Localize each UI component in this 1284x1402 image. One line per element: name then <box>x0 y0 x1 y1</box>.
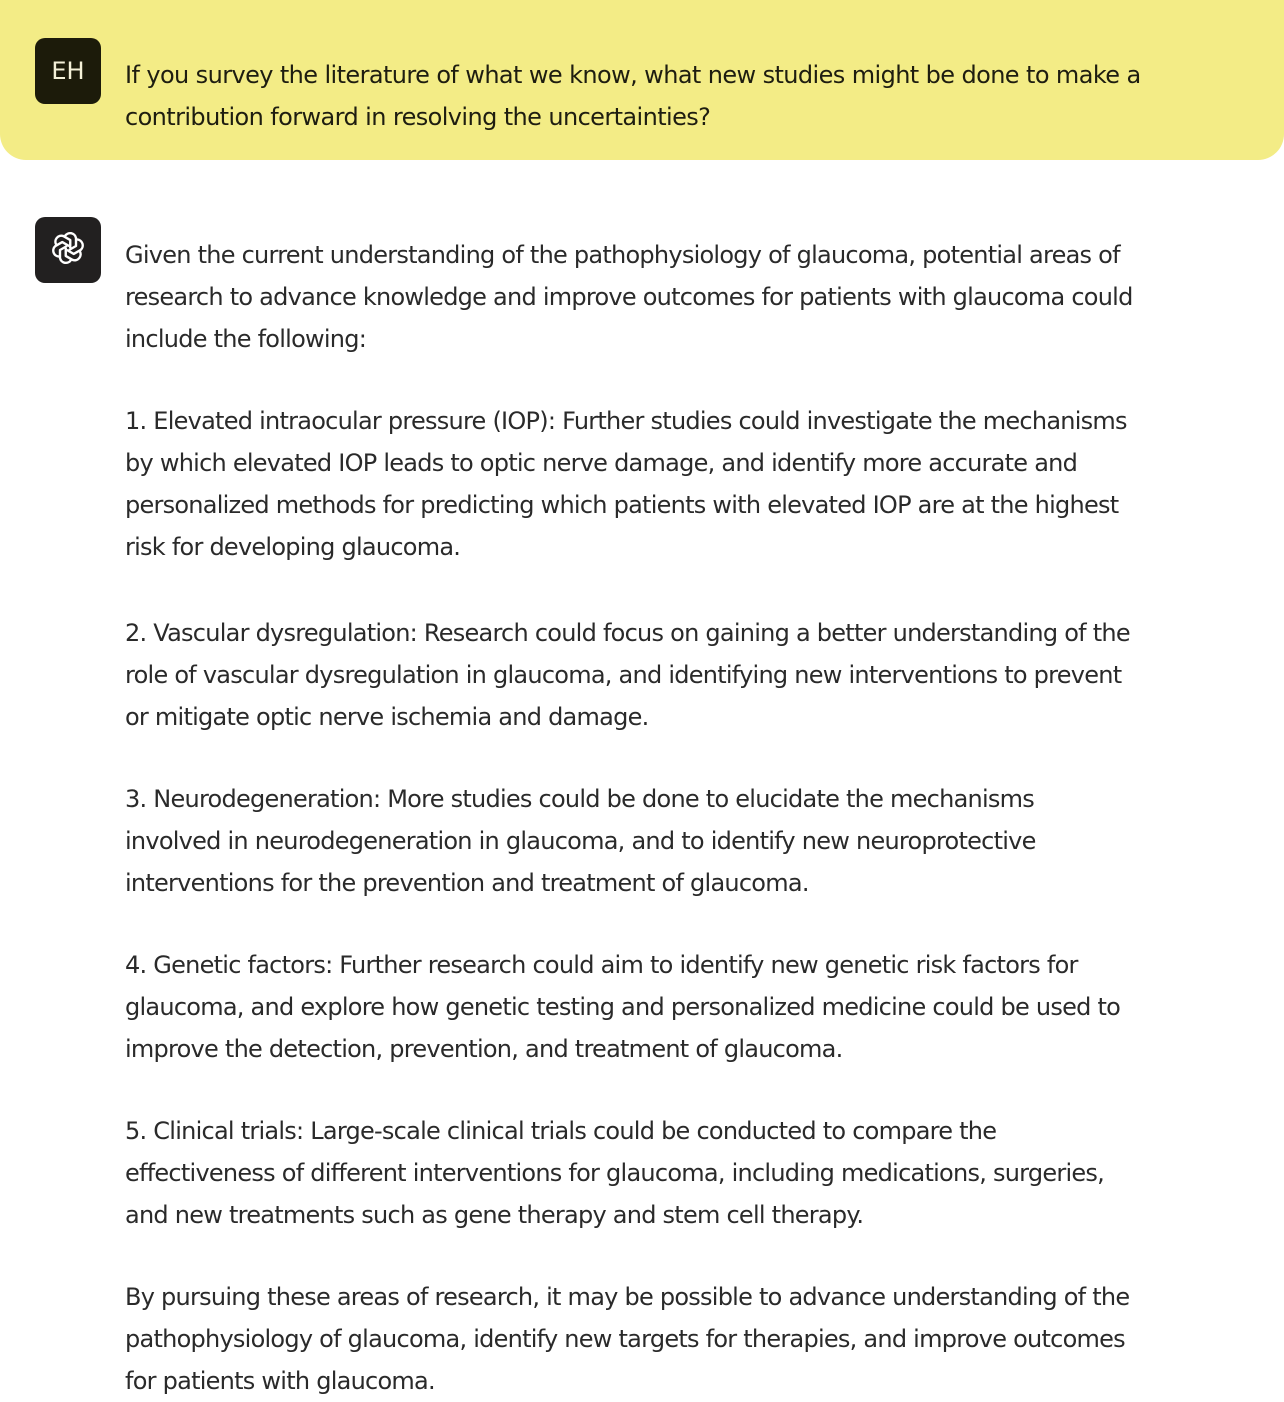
assistant-intro <box>125 234 1280 360</box>
intro-line: research to advance knowledge and improve outcomes for patients with glaucoma could <box>125 283 1133 311</box>
item-line: 4. Genetic factors: Further research could aim to identify new genetic risk factors for <box>125 951 1078 979</box>
user-message-line: contribution forward in resolving the uncertainties? <box>125 103 711 131</box>
intro-line: include the following: <box>125 325 367 353</box>
item-line: 1. Elevated intraocular pressure (IOP): Further studies could investigate the mechanisms <box>125 407 1127 435</box>
item-line: risk for developing glaucoma. <box>125 533 461 561</box>
item-line: 5. Clinical trials: Large-scale clinical trials could be conducted to compare the <box>125 1117 997 1145</box>
user-message-line: If you survey the literature of what we know, what new studies might be done to make a <box>125 61 1141 89</box>
research-item-neurodegeneration <box>125 778 1280 904</box>
assistant-avatar <box>35 217 101 283</box>
item-line: or mitigate optic nerve ischemia and damage. <box>125 703 649 731</box>
user-avatar <box>35 38 101 104</box>
item-line: 3. Neurodegeneration: More studies could be done to elucidate the mechanisms <box>125 785 1035 813</box>
conclusion-line: By pursuing these areas of research, it may be possible to advance understanding of the <box>125 1283 1130 1311</box>
intro-line: Given the current understanding of the pathophysiology of glaucoma, potential areas of <box>125 241 1120 269</box>
item-line: by which elevated IOP leads to optic nerve damage, and identify more accurate and <box>125 449 1078 477</box>
item-line: and new treatments such as gene therapy and stem cell therapy. <box>125 1201 864 1229</box>
research-item-genetic <box>125 944 1280 1070</box>
item-line: involved in neurodegeneration in glaucoma, and to identify new neuroprotective <box>125 827 1036 855</box>
research-item-vascular <box>125 612 1280 738</box>
assistant-conclusion <box>125 1276 1280 1402</box>
user-message-text <box>125 54 1275 138</box>
user-avatar-initials: EH <box>51 57 85 85</box>
item-line: role of vascular dysregulation in glaucoma, and identifying new interventions to prevent <box>125 661 1122 689</box>
item-line: effectiveness of different interventions for glaucoma, including medications, surgeries, <box>125 1159 1105 1187</box>
conclusion-line: for patients with glaucoma. <box>125 1367 435 1395</box>
openai-logo-icon <box>48 228 88 272</box>
item-line: improve the detection, prevention, and treatment of glaucoma. <box>125 1035 843 1063</box>
item-line: glaucoma, and explore how genetic testing and personalized medicine could be used to <box>125 993 1121 1021</box>
item-line: interventions for the prevention and treatment of glaucoma. <box>125 869 809 897</box>
item-line: 2. Vascular dysregulation: Research could focus on gaining a better understanding of the <box>125 619 1130 647</box>
research-item-clinical-trials <box>125 1110 1280 1236</box>
item-line: personalized methods for predicting which patients with elevated IOP are at the highest <box>125 491 1119 519</box>
conclusion-line: pathophysiology of glaucoma, identify new targets for therapies, and improve outcomes <box>125 1325 1125 1353</box>
assistant-message <box>125 234 1280 1402</box>
research-item-iop <box>125 400 1280 568</box>
user-message <box>0 0 1284 160</box>
